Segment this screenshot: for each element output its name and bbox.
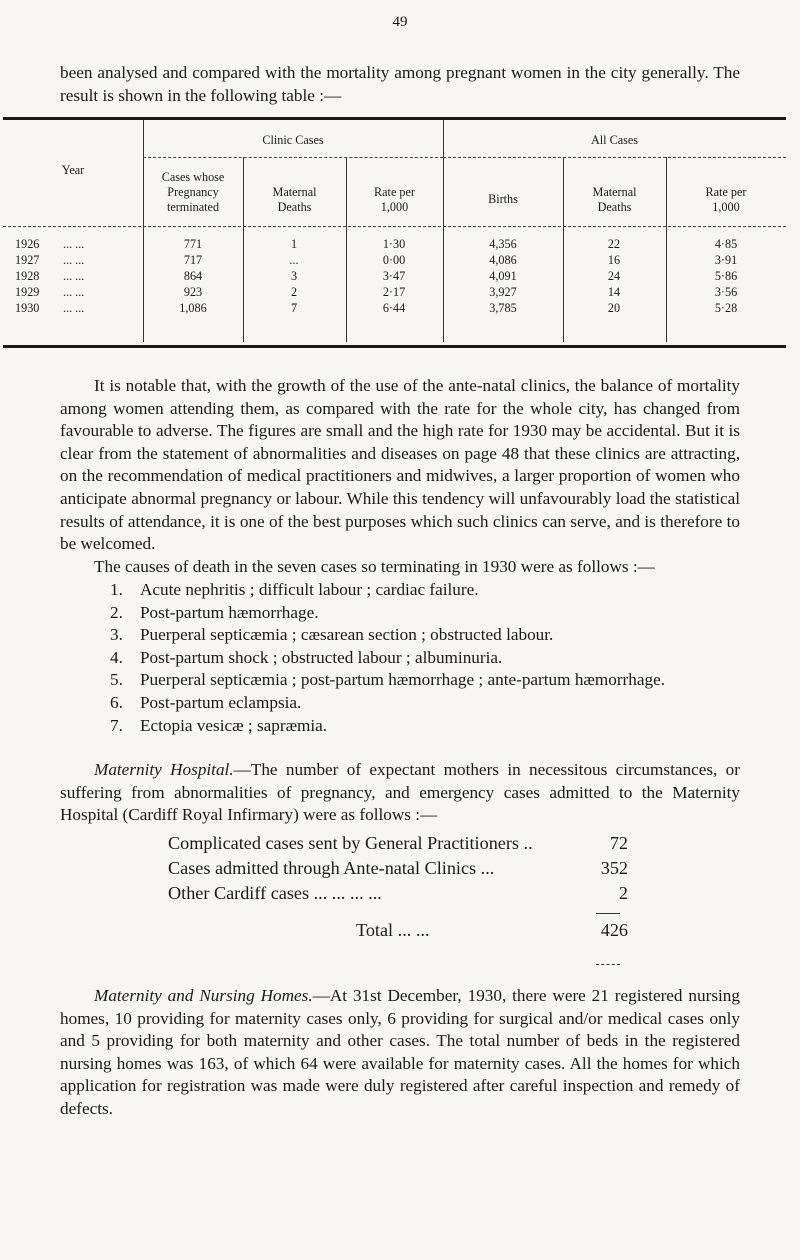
leader-dots: ... ...	[63, 269, 85, 283]
all-rate-cell: 3·91	[714, 253, 738, 267]
births-header: Births	[488, 192, 518, 206]
deaths-cell: ...	[289, 253, 299, 267]
total-label: Total ... ...	[356, 920, 430, 940]
rate-cell: 3·47	[382, 269, 406, 283]
causes-list	[110, 579, 750, 737]
cause-number: 3.	[110, 625, 123, 645]
year-cell: 1930	[15, 301, 40, 315]
admission-value: 72	[609, 833, 628, 853]
year-cell: 1929	[15, 285, 40, 299]
total-value: 426	[600, 920, 628, 940]
table-row	[3, 285, 786, 300]
rate-cell: 1·30	[382, 237, 406, 251]
cases-cell: 864	[183, 269, 203, 283]
all-deaths-cell: 14	[607, 285, 621, 299]
cause-text: Post-partum hæmorrhage.	[140, 602, 319, 622]
maternity-hospital-text: —The number of expectant mothers in necessitous circumstances, or suffering from abnormalities of pregnancy, and emergency cases admitted to the Maternity Hospital (Cardiff Royal Infirmary) were as follows :—	[60, 760, 740, 825]
table-hline	[3, 226, 786, 227]
cause-item	[110, 715, 750, 738]
cause-item	[110, 692, 750, 715]
deaths-cell: 7	[290, 301, 298, 315]
births-cell: 4,356	[489, 237, 517, 251]
admission-label: Complicated cases sent by General Practitioners ..	[168, 833, 533, 853]
cause-text: Puerperal septicæmia ; cæsarean section ; obstructed labour.	[140, 625, 554, 645]
all-deaths-cell: 22	[607, 237, 621, 251]
all-rate-cell: 3·56	[714, 285, 738, 299]
rate-cell: 6·44	[382, 301, 406, 315]
cause-item	[110, 602, 750, 625]
table-hline	[143, 157, 443, 158]
cause-number: 6.	[110, 692, 123, 712]
deaths-cell: 1	[290, 237, 298, 251]
rate-cell: 2·17	[382, 285, 406, 299]
births-cell: 3,927	[489, 285, 517, 299]
intro-paragraph: been analysed and compared with the mortality among pregnant women in the city generally. The result is shown in the following table :—	[60, 63, 740, 105]
all-rate-cell: 4·85	[714, 237, 738, 251]
maternity-hospital-paragraph	[60, 759, 740, 827]
cause-text: Puerperal septicæmia ; post-partum hæmorrhage ; ante-partum hæmorrhage.	[140, 670, 666, 690]
notable-paragraph: It is notable that, with the growth of the use of the ante-natal clinics, the balance of mortality among women attending them, as compared with the rate for the whole city, has changed from favourable to adverse. The figures are small and the high rate for 1930 may be accidental. But it is clear from the statement of abnormalities and diseases on page 48 that these clinics are attracting, on the recommendation of medical practitioners and midwives, a larger proportion of women who anticipate abnormal pregnancy or labour. While this tendency will unfavourably load the statistical results of attendance, it is one of the best purposes which such clinics can serve, and is therefore to be welcomed.	[60, 376, 740, 554]
all-deaths-cell: 16	[607, 253, 621, 267]
cause-number: 7.	[110, 715, 123, 735]
all-rate-cell: 5·28	[714, 301, 738, 315]
total-rule	[596, 964, 620, 965]
cause-text: Ectopia vesicæ ; sapræmia.	[140, 715, 328, 735]
table-row	[3, 301, 786, 316]
cause-item	[110, 579, 750, 602]
all-maternal-deaths-header: Maternal Deaths	[592, 185, 637, 214]
admission-value: 2	[618, 883, 628, 903]
cause-number: 1.	[110, 580, 123, 599]
deaths-cell: 3	[290, 269, 298, 283]
cases-cell: 771	[183, 237, 203, 251]
all-cases-header: All Cases	[590, 133, 639, 147]
admission-label: Other Cardiff cases ... ... ... ...	[168, 883, 382, 903]
table-row	[3, 253, 786, 268]
admission-value: 352	[600, 858, 628, 878]
cause-text: Post-partum eclampsia.	[140, 692, 302, 712]
cases-cell: 717	[183, 253, 203, 267]
clinic-cases-header: Clinic Cases	[262, 133, 324, 147]
year-cell: 1926	[15, 237, 40, 251]
cause-number: 4.	[110, 647, 123, 667]
cause-text: Post-partum shock ; obstructed labour ; albuminuria.	[140, 647, 503, 667]
maternal-deaths-header: Maternal Deaths	[272, 185, 317, 214]
table-hline	[443, 157, 786, 158]
admission-row	[168, 856, 628, 881]
leader-dots: ... ...	[63, 253, 85, 267]
admissions-list	[168, 831, 628, 906]
cause-number: 2.	[110, 602, 123, 622]
leader-dots: ... ...	[63, 237, 85, 251]
maternity-hospital-heading: Maternity Hospital.	[94, 760, 234, 779]
rate-cell: 0·00	[382, 253, 406, 267]
all-rate-header: Rate per 1,000	[705, 185, 747, 214]
births-cell: 3,785	[489, 301, 517, 315]
admission-row	[168, 881, 628, 906]
nursing-homes-paragraph	[60, 985, 740, 1121]
cases-cell: 923	[183, 285, 203, 299]
cause-item	[110, 624, 750, 647]
year-header: Year	[61, 163, 85, 177]
all-rate-cell: 5·86	[714, 269, 738, 283]
leader-dots: ... ...	[63, 301, 85, 315]
nursing-homes-text: —At 31st December, 1930, there were 21 registered nursing homes, 10 providing for maternity cases only, 6 providing for surgical and/or medical cases only and 5 providing for both maternity and other cases. The total number of beds in the registered nursing homes was 163, of which 64 were available for maternity cases. All the homes for which application for registration was made were duly registered after careful inspection and remedy of defects.	[60, 986, 740, 1118]
all-deaths-cell: 20	[607, 301, 621, 315]
cause-text: Acute nephritis ; difficult labour ; cardiac failure.	[140, 580, 479, 599]
table-row	[3, 237, 786, 252]
sum-rule	[596, 913, 620, 914]
admissions-total	[168, 918, 628, 943]
cause-item	[110, 647, 750, 670]
causes-intro: The causes of death in the seven cases so terminating in 1930 were as follows :—	[94, 557, 655, 576]
rate-header: Rate per 1,000	[374, 185, 415, 214]
admission-label: Cases admitted through Ante-natal Clinics ...	[168, 858, 495, 878]
deaths-cell: 2	[290, 285, 298, 299]
year-cell: 1927	[15, 253, 40, 267]
births-cell: 4,091	[489, 269, 517, 283]
all-deaths-cell: 24	[607, 269, 621, 283]
cases-cell: 1,086	[179, 301, 207, 315]
cause-number: 5.	[110, 670, 123, 690]
table-row	[3, 269, 786, 284]
nursing-homes-heading: Maternity and Nursing Homes.	[94, 986, 313, 1005]
page-number: 49	[392, 14, 408, 30]
mortality-table	[3, 117, 786, 348]
admission-row	[168, 831, 628, 856]
births-cell: 4,086	[489, 253, 517, 267]
cases-header: Cases whose Pregnancy terminated	[161, 170, 225, 214]
leader-dots: ... ...	[63, 285, 85, 299]
cause-item	[110, 669, 750, 692]
year-cell: 1928	[15, 269, 40, 283]
